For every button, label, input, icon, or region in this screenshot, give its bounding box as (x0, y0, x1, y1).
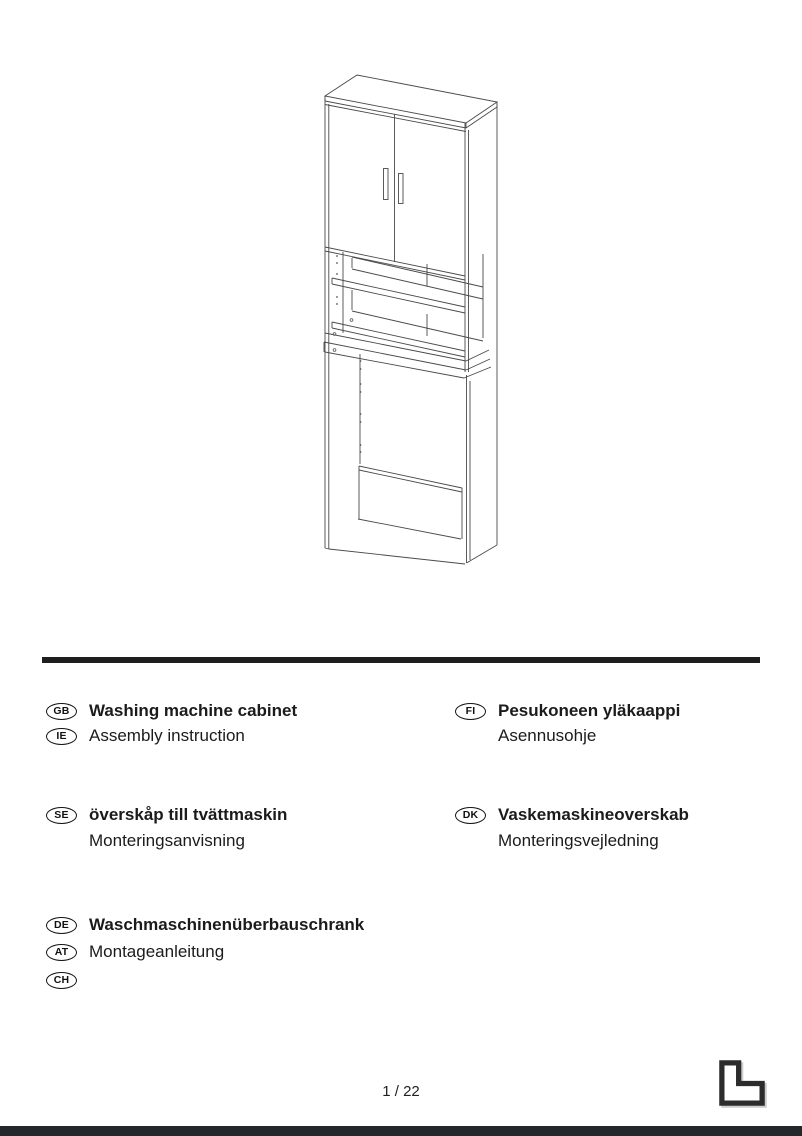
product-title-fi: Pesukoneen yläkaappi (498, 701, 681, 720)
cabinet-top-and-doors (325, 75, 497, 280)
country-badge-de: DE (46, 917, 77, 934)
country-badge-at: AT (46, 944, 77, 961)
cabinet-shelves (332, 257, 483, 357)
lang-row-dk (455, 804, 689, 826)
country-badge-fi: FI (455, 703, 486, 720)
country-badge-se: SE (46, 807, 77, 824)
cabinet-illustration (280, 60, 520, 580)
step-corner-logo-icon (719, 1060, 765, 1106)
lang-row-de (46, 914, 364, 936)
lang-row-gb (46, 700, 297, 722)
product-title-dk: Vaskemaskineoverskab (498, 805, 689, 824)
cabinet-verticals (325, 98, 497, 563)
lang-row-at (46, 941, 224, 963)
country-badge-ie: IE (46, 728, 77, 745)
lang-row-se-sub (46, 830, 245, 852)
page-indicator: 1 / 22 (382, 1083, 420, 1100)
subtitle-dk: Monteringsvejledning (498, 831, 659, 850)
subtitle-en: Assembly instruction (89, 726, 245, 745)
product-title-en: Washing machine cabinet (89, 701, 298, 720)
product-title-de: Waschmaschinenüberbauschrank (89, 915, 365, 934)
lang-row-ch (46, 969, 89, 991)
section-divider-rule (42, 657, 760, 663)
country-badge-ch: CH (46, 972, 77, 989)
product-title-se: överskåp till tvättmaskin (89, 805, 288, 824)
lang-row-fi (455, 700, 680, 722)
lang-row-dk-sub (455, 830, 659, 852)
cabinet-base-surround (325, 354, 497, 564)
page-bottom-bar (0, 1126, 802, 1136)
cabinet-junction-slab (324, 333, 491, 378)
lang-row-fi-sub (455, 725, 596, 747)
lang-row-se (46, 804, 287, 826)
lang-row-ie (46, 725, 245, 747)
subtitle-fi: Asennusohje (498, 726, 597, 745)
country-badge-gb: GB (46, 703, 77, 720)
subtitle-de: Montageanleitung (89, 942, 225, 961)
subtitle-se: Monteringsanvisning (89, 831, 245, 850)
country-badge-dk: DK (455, 807, 486, 824)
